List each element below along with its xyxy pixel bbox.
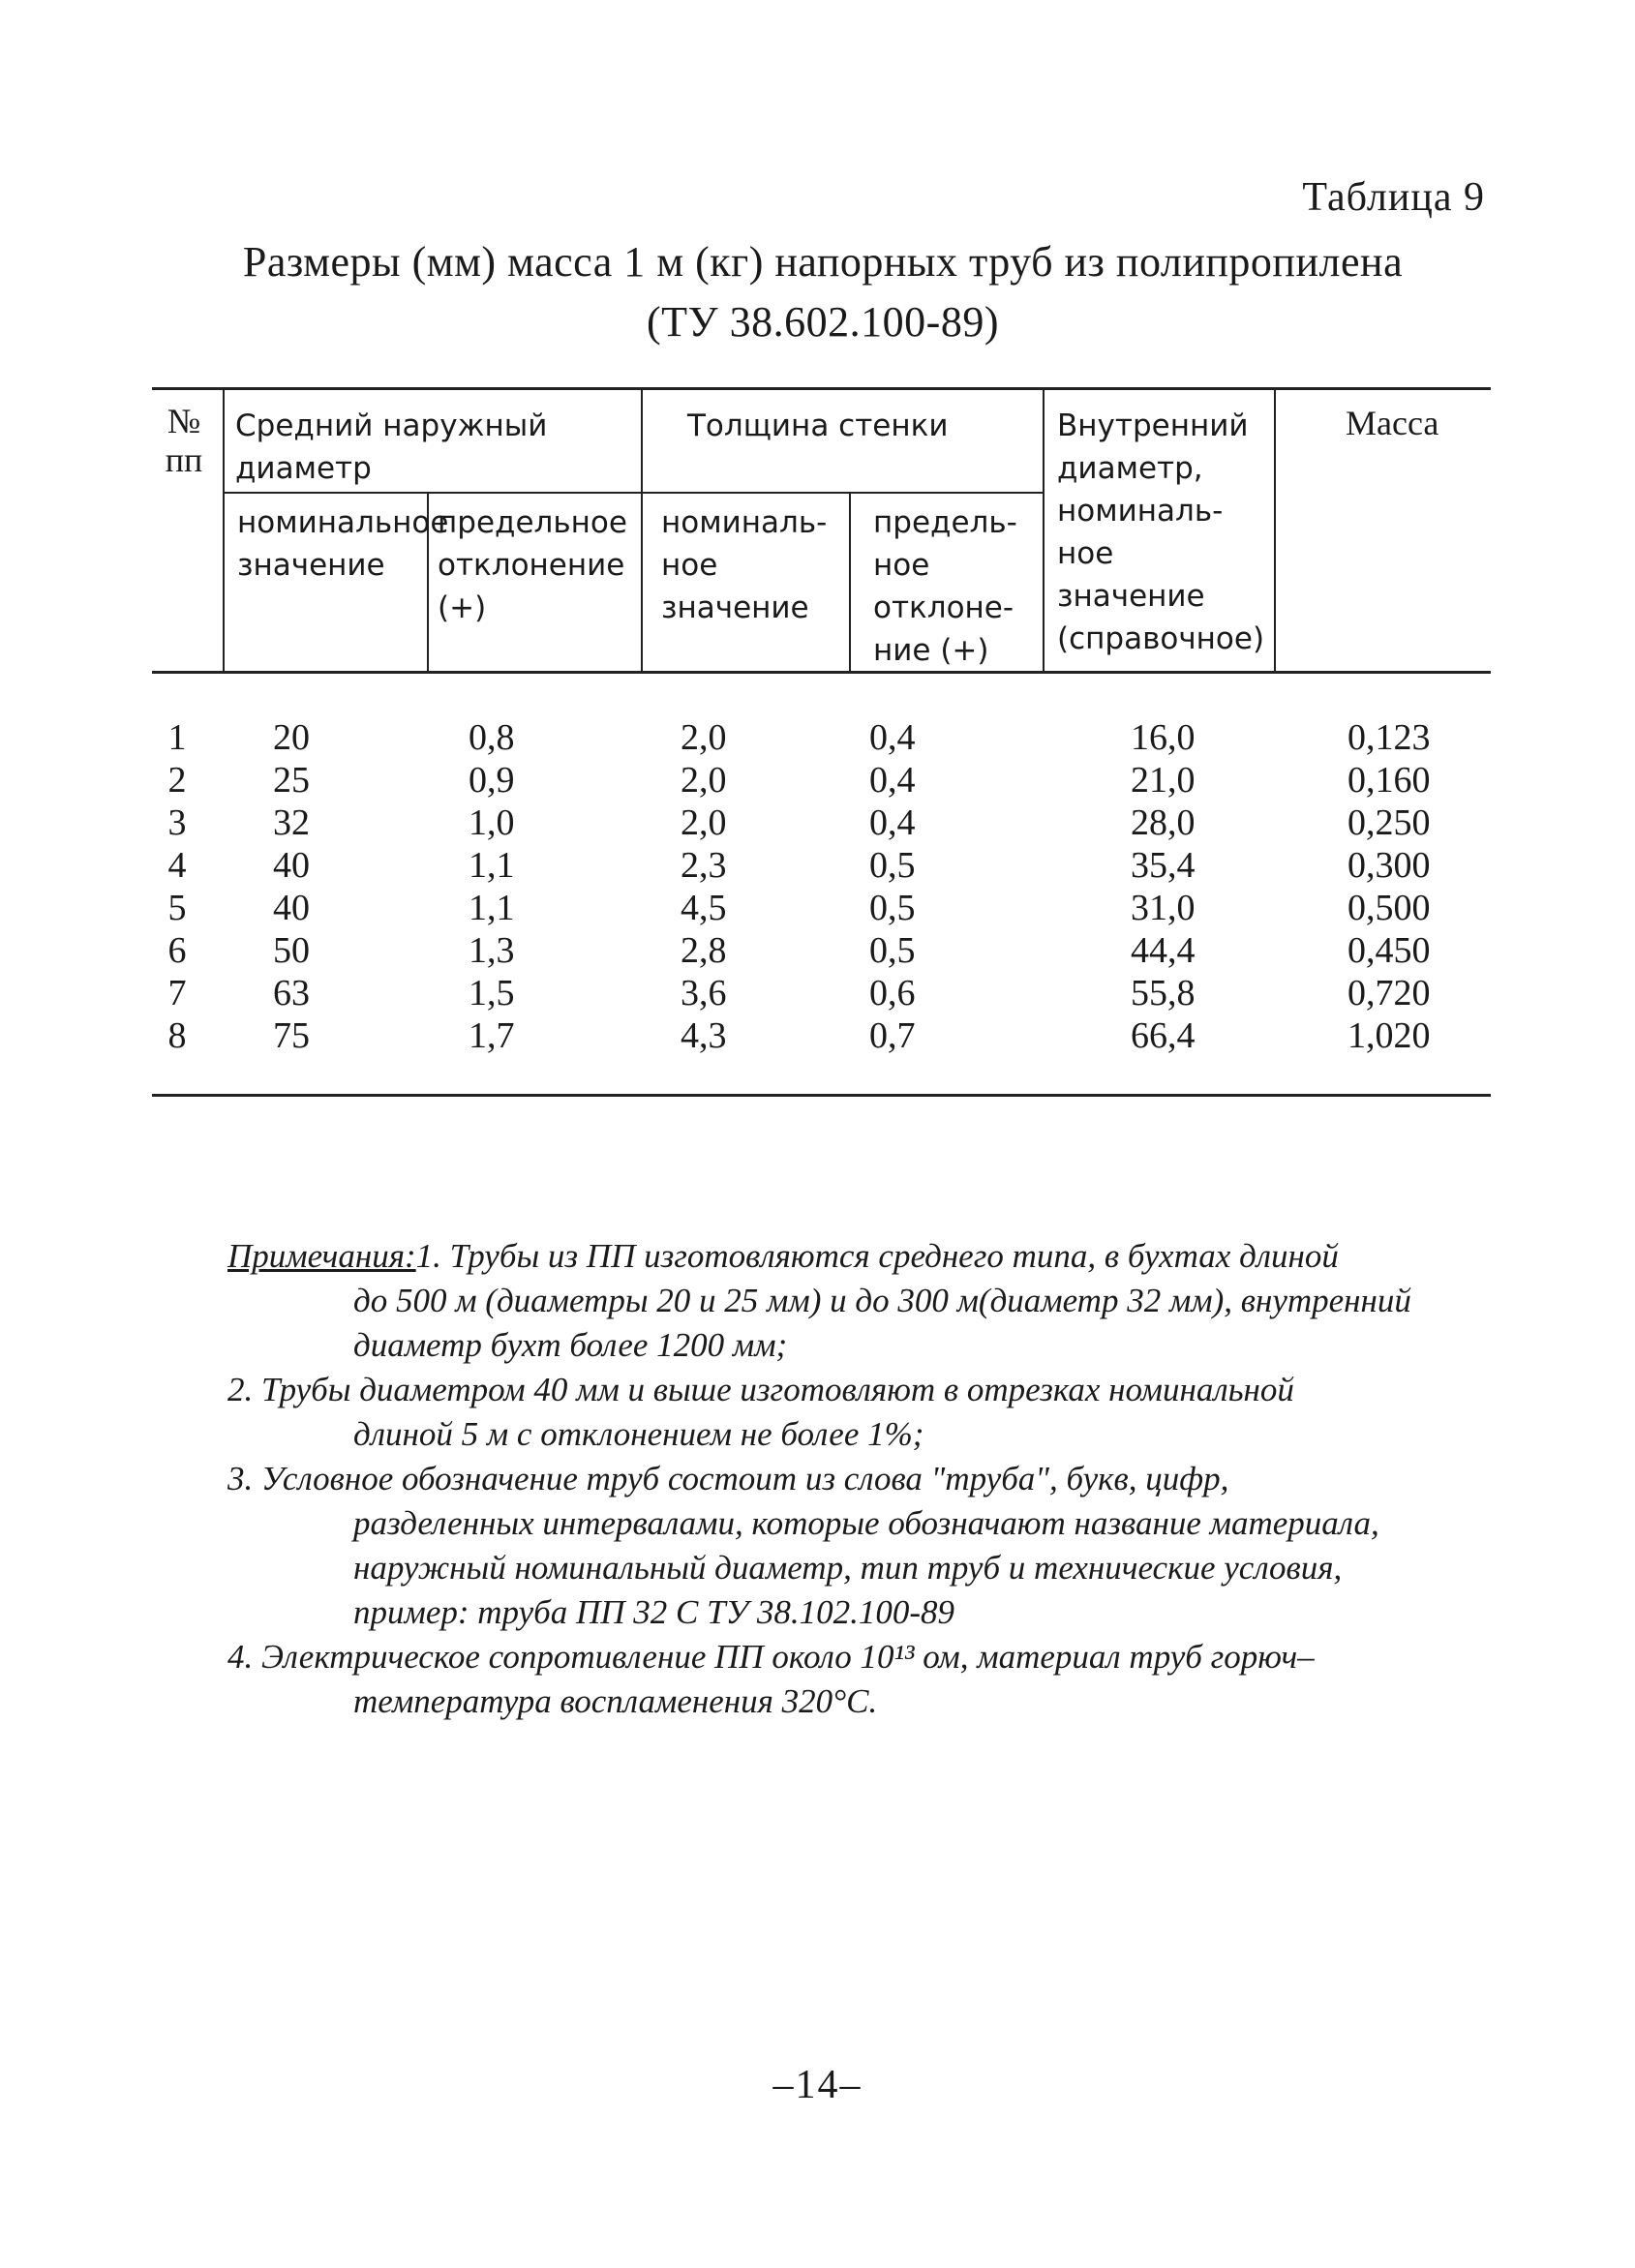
header-line: номиналь- — [661, 505, 828, 540]
table-cell: 0,7 — [869, 1015, 916, 1056]
table-cell: 25 — [273, 760, 310, 801]
column-od-nominal — [273, 716, 310, 1057]
note-line: диаметр бухт более 1200 мм; — [353, 1326, 788, 1364]
table-cell: 0,450 — [1347, 930, 1431, 971]
vline-4 — [849, 492, 851, 672]
note-line: длиной 5 м с отклонением не более 1%; — [353, 1415, 924, 1453]
table-cell: 1,5 — [469, 973, 515, 1013]
header-line: Внутренний — [1057, 408, 1249, 443]
table-cell: 50 — [273, 930, 310, 971]
header-od-tolerance — [438, 501, 627, 629]
page-number: –14– — [772, 2063, 863, 2107]
table-cell: 21,0 — [1131, 760, 1196, 801]
table-cell: 0,6 — [869, 973, 916, 1013]
note-line: 2. Трубы диаметром 40 мм и выше изготовляют в отрезках номинальной — [227, 1371, 1294, 1408]
table-cell: 16,0 — [1131, 717, 1196, 758]
table-cell: 0,5 — [869, 845, 916, 886]
note-item — [227, 1368, 1496, 1457]
column-wall-tolerance — [869, 716, 916, 1057]
table-cell: 4,5 — [681, 888, 727, 928]
table-cell: 8 — [167, 1015, 187, 1056]
header-line: предель- — [873, 505, 1017, 540]
note-item — [227, 1234, 1496, 1368]
table-cell: 44,4 — [1131, 930, 1196, 971]
header-line: Средний наружный — [235, 408, 548, 443]
notes — [227, 1234, 1496, 1724]
header-wall-tolerance — [873, 501, 1017, 672]
note-first-line — [227, 1234, 1496, 1279]
header-line: отклонение — [438, 548, 625, 583]
table-label: Таблица 9 — [1302, 175, 1485, 220]
table-cell: 7 — [167, 973, 187, 1013]
header-wall-thickness: Толщина стенки — [687, 408, 949, 443]
table-cell: 0,5 — [869, 930, 916, 971]
table-cell: 6 — [167, 930, 187, 971]
table-cell: 66,4 — [1131, 1015, 1196, 1056]
header-line: предельное — [438, 505, 627, 540]
title-line-2: (ТУ 38.602.100-89) — [647, 298, 999, 346]
note-item — [227, 1635, 1496, 1724]
vline-5 — [1043, 389, 1045, 672]
header-line: ное — [661, 548, 718, 583]
table-cell: 0,4 — [869, 802, 916, 843]
table-cell: 32 — [273, 802, 310, 843]
table-cell: 31,0 — [1131, 888, 1196, 928]
note-line: до 500 м (диаметры 20 и 25 мм) и до 300 м(диаметр 32 мм), внутренний — [353, 1282, 1411, 1319]
table-cell: 2,8 — [681, 930, 727, 971]
note-line: температура воспламенения 320°С. — [353, 1682, 878, 1720]
table-cell: 4 — [167, 845, 187, 886]
table-cell: 75 — [273, 1015, 310, 1056]
header-num-line: № — [167, 402, 201, 440]
header-line: ное — [873, 548, 930, 583]
table-cell: 3,6 — [681, 973, 727, 1013]
table-cell: 0,9 — [469, 760, 515, 801]
header-outer-diameter — [235, 405, 547, 490]
table-cell: 0,500 — [1347, 888, 1431, 928]
table-cell: 40 — [273, 845, 310, 886]
header-line: ное — [1057, 536, 1114, 571]
table-cell: 55,8 — [1131, 973, 1196, 1013]
title-line-1: Размеры (мм) масса 1 м (кг) напорных труб из полипропилена — [242, 238, 1404, 286]
table-cell: 1,3 — [469, 930, 515, 971]
notes-heading: Примечания: — [227, 1237, 416, 1275]
table-cell: 2,0 — [681, 760, 727, 801]
header-line: (справочное) — [1057, 621, 1265, 656]
header-wall-nominal — [661, 501, 827, 629]
note-line: разделенных интервалами, которые обозначают название материала, — [353, 1504, 1379, 1542]
table-header-bottom-rule — [152, 671, 1491, 674]
table-cell: 0,250 — [1347, 802, 1431, 843]
header-mass: Масса — [1346, 404, 1439, 442]
table-cell: 0,8 — [469, 717, 515, 758]
vline-1 — [223, 389, 225, 672]
table-cell: 0,160 — [1347, 760, 1431, 801]
table-cell: 2,0 — [681, 802, 727, 843]
header-inner-diameter — [1057, 405, 1264, 660]
header-subdivision-rule — [223, 492, 1043, 494]
vline-6 — [1274, 389, 1276, 672]
table-cell: 2 — [167, 760, 187, 801]
table-cell: 1 — [167, 717, 187, 758]
table-cell: 2,3 — [681, 845, 727, 886]
header-num — [155, 402, 213, 479]
table-cell: 4,3 — [681, 1015, 727, 1056]
table-cell: 3 — [167, 802, 187, 843]
header-line: номиналь- — [1057, 494, 1224, 529]
table-cell: 0,300 — [1347, 845, 1431, 886]
note-line: 4. Электрическое сопротивление ПП около 10¹³ ом, материал труб горюч– — [227, 1638, 1315, 1676]
table-cell: 5 — [167, 888, 187, 928]
table-cell: 1,0 — [469, 802, 515, 843]
table-cell: 1,1 — [469, 845, 515, 886]
table-cell: 0,123 — [1347, 717, 1431, 758]
table-cell: 28,0 — [1131, 802, 1196, 843]
note-item — [227, 1457, 1496, 1635]
header-num-line: пп — [165, 440, 203, 479]
column-wall-nominal — [681, 716, 727, 1057]
table-cell: 1,1 — [469, 888, 515, 928]
column-od-tolerance — [469, 716, 515, 1057]
header-line: значение — [1057, 579, 1205, 614]
note-line: 3. Условное обозначение труб состоит из слова "труба", букв, цифр, — [227, 1460, 1229, 1497]
header-od-nominal — [237, 501, 448, 587]
header-line: диаметр, — [1057, 451, 1203, 486]
note-line: наружный номинальный диаметр, тип труб и технические условия, — [353, 1549, 1343, 1587]
table-cell: 1,7 — [469, 1015, 515, 1056]
header-line: (+) — [438, 590, 487, 625]
table-top-rule — [152, 387, 1491, 390]
header-line: ние (+) — [873, 633, 989, 668]
table-cell: 0,4 — [869, 760, 916, 801]
note-line: 1. Трубы из ПП изготовляются среднего типа, в бухтах длиной — [415, 1237, 1339, 1275]
column-num — [155, 716, 199, 1057]
table-cell: 2,0 — [681, 717, 727, 758]
vline-3 — [641, 389, 643, 672]
header-line: отклоне- — [873, 590, 1014, 625]
table-cell: 20 — [273, 717, 310, 758]
table-cell: 0,4 — [869, 717, 916, 758]
header-line: диаметр — [235, 451, 372, 486]
table-cell: 1,020 — [1347, 1015, 1431, 1056]
table-cell: 0,720 — [1347, 973, 1431, 1013]
header-line: значение — [661, 590, 809, 625]
header-line: значение — [237, 548, 385, 583]
note-line: пример: труба ПП 32 С ТУ 38.102.100-89 — [353, 1593, 955, 1631]
table-cell: 63 — [273, 973, 310, 1013]
table-title — [155, 232, 1491, 352]
table-cell: 35,4 — [1131, 845, 1196, 886]
header-line: номинальное — [237, 505, 449, 540]
table-cell: 40 — [273, 888, 310, 928]
column-inner-diameter — [1131, 716, 1196, 1057]
column-mass — [1347, 716, 1431, 1057]
table-cell: 0,5 — [869, 888, 916, 928]
table-bottom-rule — [152, 1094, 1491, 1097]
